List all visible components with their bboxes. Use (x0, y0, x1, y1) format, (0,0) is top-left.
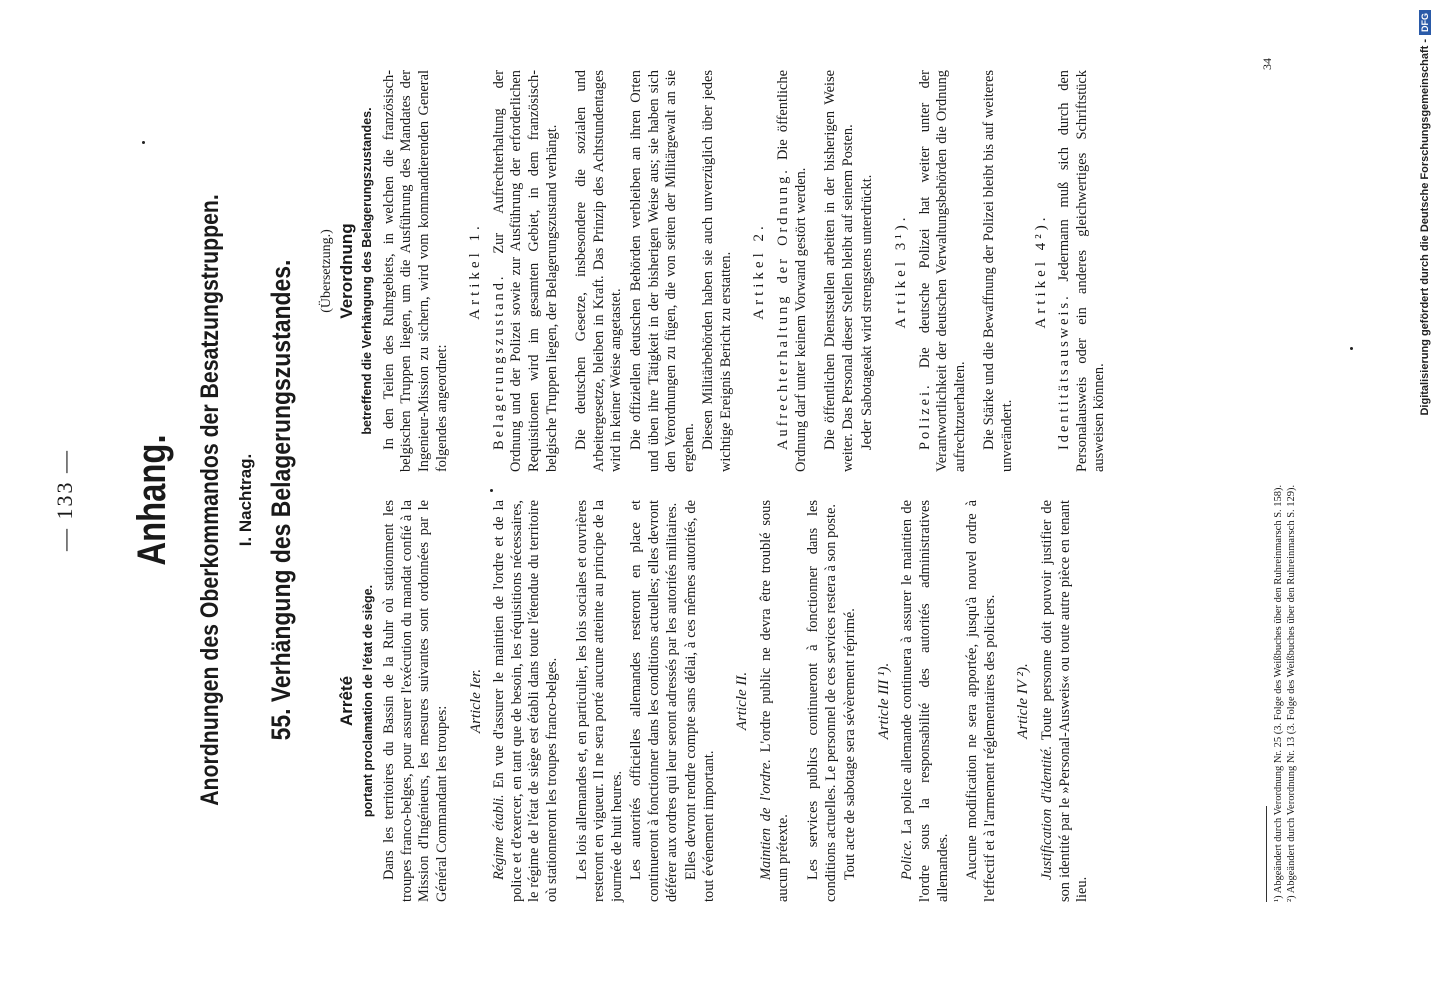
funding-text: Digitalisierung gefördert durch die Deutsche Forschungsgemeinschaft - (1419, 39, 1431, 416)
section-heading: 55. Verhängung des Belagerungszustandes. (266, 259, 296, 741)
german-subtitle: betreffend die Verhängung des Belagerungszustandes. (360, 107, 375, 435)
german-article-4-p1: Identitätsausweis. Jedermann muß sich durch den Personalausweis oder ein anderes gleichwertiges Schriftstück ausweisen können. (1056, 70, 1108, 472)
speck-dot (142, 141, 145, 144)
french-article-1-p1: Régime établi. En vue d'assurer le maintien de l'ordre et de la police et d'exercer, en tant que de besoin, les réquisitions nécessaires, le régime de l'état de siège est établi dans toute l'étendue du territoire où stationneront les troupes franco-belges. (491, 500, 560, 902)
french-article-4-heading: Article IV ²). (1015, 663, 1032, 739)
french-article-3-heading: Article III ¹). (875, 662, 892, 740)
german-article-2-p1: Aufrechterhaltung der Ordnung. Die öffentliche Ordnung darf unter keinem Vorwand gestört werden. (775, 70, 809, 472)
german-article-1-p2: Die deutschen Gesetze, insbesondere die sozialen und Arbeitergesetze, bleiben in Kraft. Das Prinzip des Achtstundentages wird in keiner Weise angetastet. (573, 70, 625, 472)
french-article-1-lead: Régime établi. (491, 794, 508, 880)
german-article-1-heading: Artikel 1. (467, 222, 484, 320)
german-article-1-lead: Belagerungszustand. (490, 273, 507, 450)
dfg-logo: DFG (1419, 10, 1431, 35)
french-article-2-p3: Tout acte de sabotage sera sévèrement réprimé. (842, 608, 859, 880)
german-article-3-heading: Artikel 3¹). (893, 213, 910, 329)
nachtrag-heading: I. Nachtrag. (236, 453, 255, 547)
funding-note (1416, 0, 1434, 1000)
german-article-1-p4: Diesen Militärbehörden haben sie auch unverzüglich über jedes wichtige Ereignis Bericht zu erstatten. (700, 70, 734, 472)
german-article-1-p1: Belagerungszustand. Zur Aufrechterhaltung der Ordnung und der Polizei sowie zur Ausführung der erforderlichen Requisitionen wird im gesamten Gebiet, in dem französisch-belgische Truppen liegen, der Belagerungszustand verhängt. (490, 70, 560, 472)
speck-dot (1350, 347, 1353, 350)
footnotes (1272, 482, 1298, 902)
german-article-2-p2: Die öffentlichen Dienststellen arbeiten in der bisherigen Weise weiter. Das Personal dieser Stellen bleibt auf seinem Posten. (822, 70, 856, 472)
speck-dot (490, 489, 493, 492)
page-title: Anhang. (130, 434, 174, 566)
page-subtitle: Anordnungen des Oberkommandos der Besatzungstruppen. (196, 194, 224, 806)
french-article-1-p3: Les autorités officielles allemandes resteront en place et continueront à fonctionner dans les conditions actuelles; elles devront déférer aux ordres qui leur seront adressés par les autorités militaires. (628, 500, 680, 902)
german-article-3-lead: Polizei. (916, 382, 933, 450)
german-article-3-p1: Polizei. Die deutsche Polizei hat weiter unter der Verantwortlichkeit der deutschen Verwaltungsbehörden die Ordnung aufrechtzuerhalten. (916, 70, 968, 472)
footnote-rule (1266, 806, 1267, 902)
german-intro: In den Teilen des Ruhrgebiets, in welchen die französisch-belgischen Truppen liegen, um die Ausführung des Mandates der Ingenieur-Mission zu sichern, wird vom kommandierenden General folgendes angeordnet: (380, 70, 450, 472)
german-article-2-lead: Aufrechterhaltung der Ordnung. (775, 167, 792, 450)
german-title-block (338, 70, 377, 472)
french-article-4-lead: Justification d'identité. (1039, 745, 1055, 880)
french-article-1-p4: Elles devront rendre compte sans délai, à ces mêmes autorités, de tout événement important. (683, 500, 717, 902)
french-intro: Dans les territoires du Bassin de la Ruhr où stationment les troupes franco-belges, pour assurer l'exécution du mandat confié à la Mission d'Ingénieurs, les mesures suivantes sont ordonnées par le Général Commandant les troupes: (381, 500, 450, 902)
french-article-3-p1: Police. La police allemande continuera à assurer le maintien de l'ordre sous la responsabilité des autorités administratives allemandes. (899, 500, 951, 902)
french-article-1-p2: Les lois allemandes et, en particulier, les lois sociales et ouvrières resteront en vigueur. Il ne sera porté aucune atteinte au principe de la journée de huit heures. (573, 500, 625, 902)
french-article-2-p2: Les services publics continueront à fonctionner dans les conditions actuelles. Le personnel de ces services restera à son poste. (805, 500, 839, 902)
french-column (318, 500, 1094, 902)
french-title: Arrêté (337, 675, 356, 727)
footnote-1: ¹) Abgeändert durch Verordnung Nr. 25 (3. Folge des Weißbuches über den Ruhreinmarsch S. 158). (1273, 484, 1284, 902)
french-article-1-heading: Article Ier. (467, 668, 484, 734)
translation-note: (Übersetzung.) (319, 229, 334, 313)
french-subtitle: portant proclamation de l'état de siège. (360, 584, 375, 818)
french-article-3-p2: Aucune modification ne sera apportée, jusqu'à nouvel ordre à l'effectif et à l'armement réglementaires des policiers. (964, 500, 998, 902)
german-title: Verordnung (336, 223, 356, 319)
german-article-2-p3: Jeder Sabotageakt wird strengstens unterdrückt. (859, 174, 876, 450)
french-title-block (338, 500, 377, 902)
german-article-4-heading: Artikel 4²). (1032, 213, 1049, 329)
side-strip (1416, 0, 1434, 1000)
french-article-3-lead: Police. (899, 839, 916, 880)
german-article-2-heading: Artikel 2. (751, 222, 768, 320)
german-article-4-lead: Identitätsausweis. (1056, 293, 1073, 450)
german-article-3-p2: Die Stärke und die Bewaffnung der Polizei bleibt bis auf weiteres unverändert. (981, 70, 1015, 472)
french-article-4-p1: Justification d'identité. Toute personne doit pouvoir justifier de son identité par le »Personal-Ausweis« ou toute autre pièce en tenant lieu. (1039, 500, 1091, 902)
french-article-2-p1: Maintien de l'ordre. L'ordre public ne devra être troublé sous aucun prétexte. (757, 500, 792, 902)
german-article-1-p3: Die offiziellen deutschen Behörden verbleiben an ihren Orten und üben ihre Tätigkeit in der bisherigen Weise aus; sie haben sich den Verordnungen zu fügen, die von seiten der Militärgewalt an sie ergehen. (627, 70, 697, 472)
footnote-2: ²) Abgeändert durch Verordnung Nr. 13 (3. Folge des Weißbuches über den Ruhreinmarsch S. 129). (1286, 484, 1297, 902)
german-column (318, 70, 1111, 472)
french-article-2-heading: Article II. (734, 671, 751, 731)
page-number: — 133 — (52, 449, 77, 551)
sheet-number: 34 (1260, 58, 1274, 70)
french-article-2-lead: Maintien de l'ordre. (757, 759, 774, 880)
